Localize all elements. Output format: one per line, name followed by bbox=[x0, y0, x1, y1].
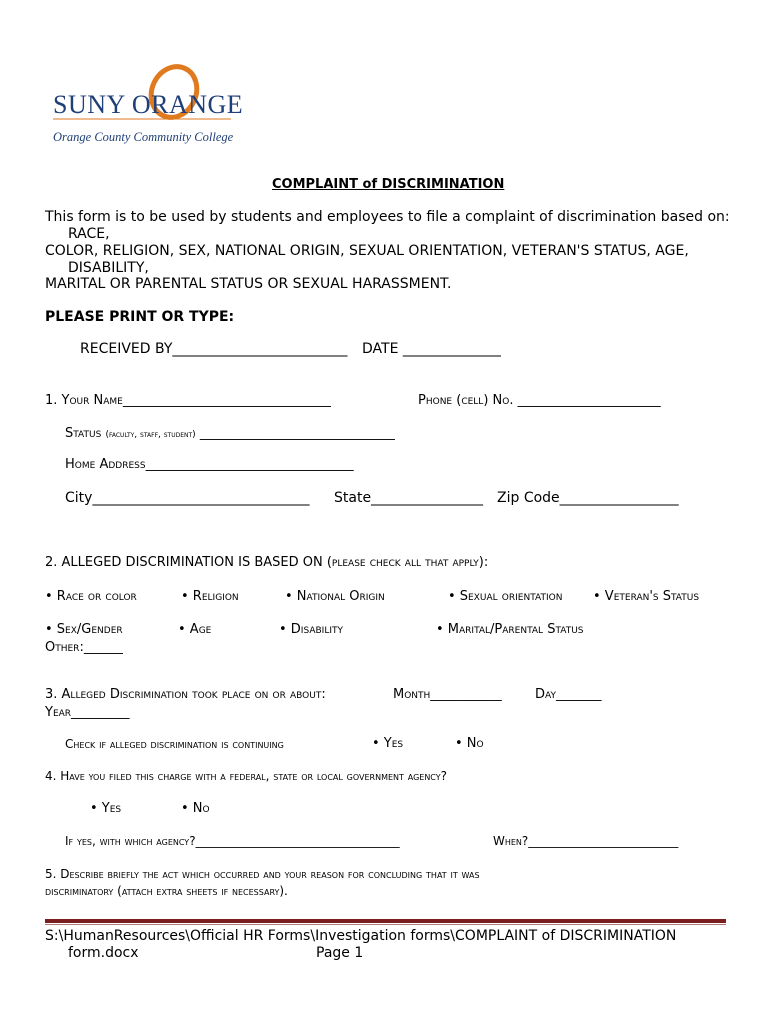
option-age[interactable]: • Age bbox=[178, 622, 212, 637]
agency-field[interactable]: If yes, with which agency?__________________________________ bbox=[65, 834, 400, 848]
option-veterans-status[interactable]: • Veteran's Status bbox=[593, 589, 700, 604]
logo-sub-text: Orange County Community College bbox=[53, 130, 234, 144]
date-field[interactable]: DATE ______________ bbox=[362, 341, 501, 357]
section4-question: 4. Have you filed this charge with a federal, state or local government agency? bbox=[45, 769, 448, 783]
intro-line-1: This form is to be used by students and employees to file a complaint of discrimination based on: bbox=[45, 209, 730, 225]
zip-field[interactable]: Zip Code_________________ bbox=[497, 490, 679, 506]
option-sexual-orientation[interactable]: • Sexual orientation bbox=[448, 589, 563, 604]
logo-main-text: SUNY ORANGE bbox=[53, 90, 244, 119]
status-line[interactable]: ______________________________ bbox=[199, 426, 395, 441]
section5-line-2: discriminatory (attach extra sheets if necessary). bbox=[45, 884, 288, 898]
print-type-heading: PLEASE PRINT OR TYPE: bbox=[45, 309, 235, 325]
continuing-yes[interactable]: • Yes bbox=[372, 736, 404, 751]
option-sex-gender[interactable]: • Sex/Gender bbox=[45, 622, 123, 637]
college-logo bbox=[45, 62, 245, 152]
option-marital-parental[interactable]: • Marital/Parental Status bbox=[436, 622, 584, 637]
section3-label: 3. Alleged Discrimination took place on or about: bbox=[45, 687, 326, 702]
footer-path: S:\HumanResources\Official HR Forms\Investigation forms\COMPLAINT of DISCRIMINATION bbox=[45, 928, 677, 944]
year-field[interactable]: Year_________ bbox=[45, 705, 130, 720]
intro-line-2: RACE, bbox=[68, 226, 110, 242]
intro-line-5: MARITAL OR PARENTAL STATUS OR SEXUAL HARASSMENT. bbox=[45, 276, 452, 292]
your-name-field[interactable]: 1. Your Name________________________________ bbox=[45, 393, 331, 408]
option-race-color[interactable]: • Race or color bbox=[45, 589, 137, 604]
phone-field[interactable]: Phone (cell) No. ______________________ bbox=[418, 393, 661, 408]
option-disability[interactable]: • Disability bbox=[279, 622, 343, 637]
status-hint: (faculty, staff, student) bbox=[105, 430, 196, 440]
section5-line-1: 5. Describe briefly the act which occurred and your reason for concluding that it was bbox=[45, 867, 480, 881]
state-field[interactable]: State________________ bbox=[334, 490, 484, 506]
option-religion[interactable]: • Religion bbox=[181, 589, 239, 604]
home-address-field[interactable]: Home Address________________________________ bbox=[65, 457, 354, 472]
status-label: Status bbox=[65, 426, 102, 441]
footer-file: form.docx bbox=[68, 945, 139, 961]
intro-line-4: DISABILITY, bbox=[68, 260, 149, 276]
received-by-field[interactable]: RECEIVED BY_________________________ bbox=[80, 341, 348, 357]
option-national-origin[interactable]: • National Origin bbox=[285, 589, 385, 604]
option-other[interactable]: Other:______ bbox=[45, 640, 123, 655]
section2-heading bbox=[45, 555, 488, 570]
section2-heading-text: 2. ALLEGED DISCRIMINATION IS BASED ON (please check all that apply): bbox=[45, 555, 489, 570]
city-field[interactable]: City_______________________________ bbox=[65, 490, 310, 506]
month-field[interactable]: Month___________ bbox=[393, 687, 502, 702]
continuing-no[interactable]: • No bbox=[455, 736, 484, 751]
page-title: COMPLAINT of DISCRIMINATION bbox=[272, 177, 505, 192]
status-field[interactable] bbox=[65, 426, 395, 441]
footer-rule bbox=[45, 919, 726, 923]
footer-rule-thin bbox=[45, 924, 726, 925]
intro-line-3: COLOR, RELIGION, SEX, NATIONAL ORIGIN, SEXUAL ORIENTATION, VETERAN'S STATUS, AGE, bbox=[45, 243, 689, 259]
day-field[interactable]: Day_______ bbox=[535, 687, 602, 702]
agency-no[interactable]: • No bbox=[181, 801, 210, 816]
agency-yes[interactable]: • Yes bbox=[90, 801, 122, 816]
continuing-label: Check if alleged discrimination is continuing bbox=[65, 737, 284, 751]
footer-page-number: Page 1 bbox=[316, 945, 364, 961]
when-field[interactable]: When?_________________________ bbox=[493, 834, 679, 848]
